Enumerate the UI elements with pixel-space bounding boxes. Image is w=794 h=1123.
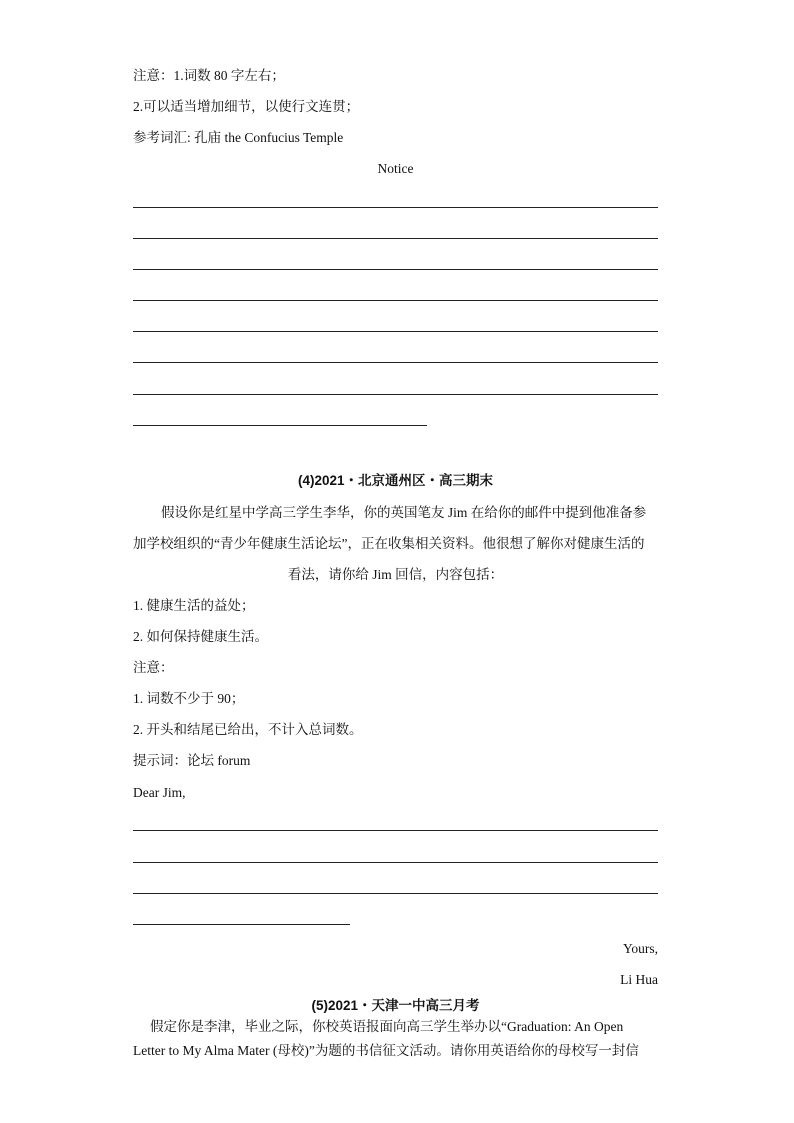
- writing-line: [133, 207, 658, 208]
- hint-words: 提示词：论坛 forum: [133, 753, 251, 768]
- writing-line: [133, 331, 658, 332]
- note-given-text: 2. 开头和结尾已给出，不计入总词数。: [133, 722, 363, 737]
- note-details: 2.可以适当增加细节，以使行文连贯；: [133, 99, 360, 114]
- letter-closing: Yours,: [622, 941, 658, 956]
- letter-signature: Li Hua: [620, 972, 658, 987]
- note-word-count: 注意：1.词数 80 字左右；: [133, 68, 285, 83]
- content-point-1: 1. 健康生活的益处；: [133, 598, 255, 613]
- writing-line: [133, 300, 658, 301]
- writing-line: [133, 394, 658, 395]
- note-label: 注意：: [133, 660, 174, 675]
- prompt-line-1: 假设你是红星中学高三学生李华，你的英国笔友 Jim 在给你的邮件中提到他准备参: [161, 505, 647, 520]
- notice-title: Notice: [377, 161, 414, 176]
- note-word-minimum: 1. 词数不少于 90；: [133, 691, 245, 706]
- content-point-2: 2. 如何保持健康生活。: [133, 629, 268, 644]
- writing-line: [133, 893, 658, 894]
- writing-line: [133, 269, 658, 270]
- letter-greeting: Dear Jim,: [133, 785, 186, 800]
- writing-line: [133, 830, 658, 831]
- question-4-heading: (4)2021・北京通州区・高三期末: [297, 473, 494, 488]
- writing-line: [133, 362, 658, 363]
- prompt-line-1: 假定你是李津，毕业之际，你校英语报面向高三学生举办以“Graduation: An Open: [150, 1019, 624, 1034]
- prompt-line-2: 加学校组织的“青少年健康生活论坛”，正在收集相关资料。他很想了解你对健康生活的: [133, 536, 645, 551]
- question-5-heading: (5)2021・天津一中高三月考: [311, 998, 480, 1013]
- writing-line: [133, 862, 658, 863]
- prompt-line-3: 看法，请你给 Jim 回信，内容包括：: [287, 567, 504, 582]
- reference-vocabulary: 参考词汇: 孔庙 the Confucius Temple: [133, 130, 344, 145]
- writing-line-short: [133, 425, 427, 426]
- prompt-line-2: Letter to My Alma Mater (母校)”为题的书信征文活动。请你用英语给你的母校写一封信: [133, 1043, 639, 1058]
- writing-line: [133, 238, 658, 239]
- writing-line-short: [133, 924, 350, 925]
